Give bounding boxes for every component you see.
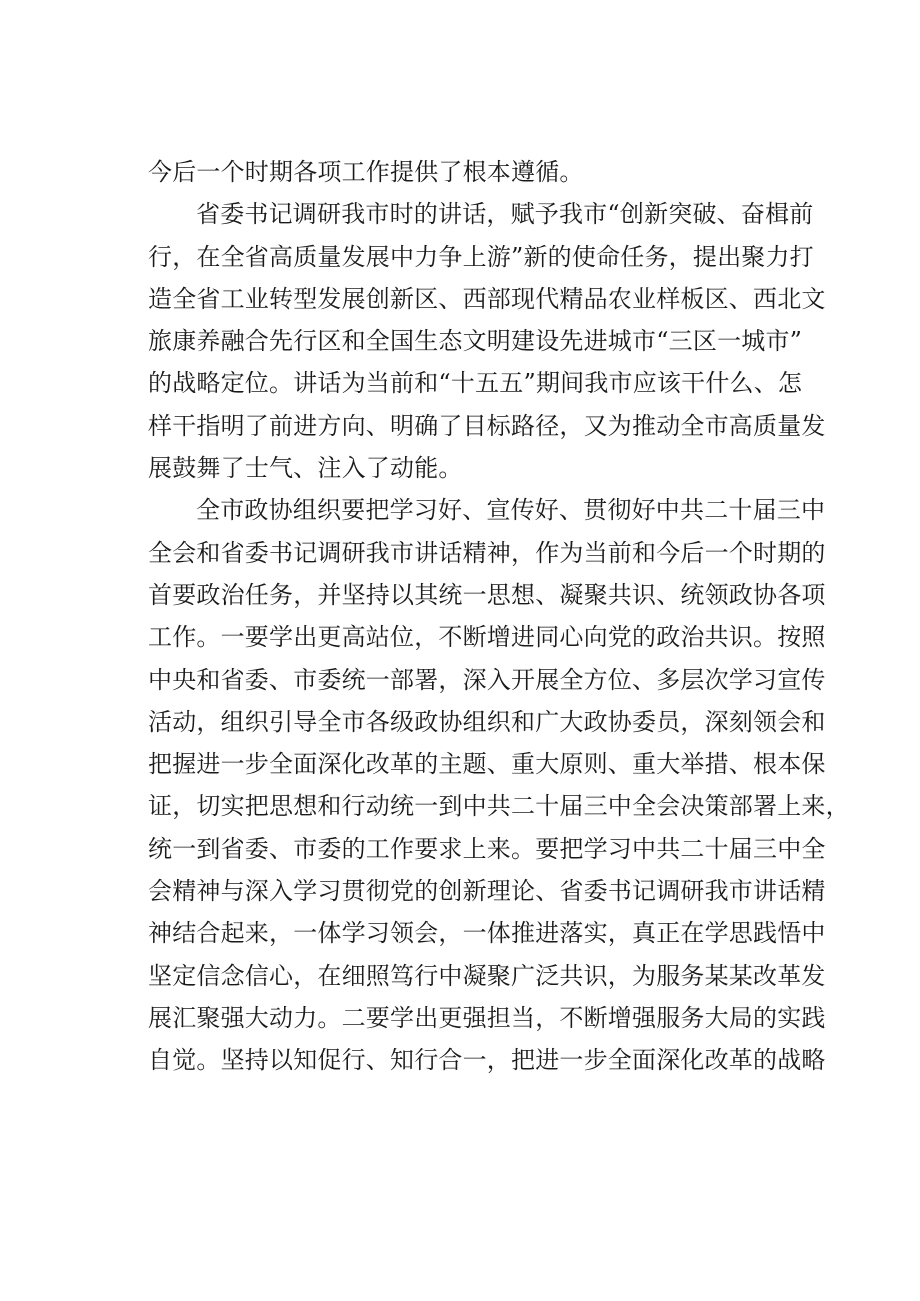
text-line: 活动，组织引导全市各级政协组织和广大政协委员，深刻领会和	[148, 707, 826, 736]
paragraph-start-line: 省委书记调研我市时的讲话，赋予我市“创新突破、奋楫前	[196, 200, 814, 229]
text-line: 造全省工业转型发展创新区、西部现代精品农业样板区、西北文	[148, 284, 826, 313]
text-line: 展汇聚强大动力。二要学出更强担当，不断增强服务大局的实践	[148, 1003, 826, 1032]
text-line: 把握进一步全面深化改革的主题、重大原则、重大举措、根本保	[148, 750, 826, 779]
text-line: 旅康养融合先行区和全国生态文明建设先进城市“三区一城市”	[148, 327, 803, 356]
text-line: 的战略定位。讲话为当前和“十五五”期间我市应该干什么、怎	[148, 369, 803, 398]
text-line: 全会和省委书记调研我市讲话精神，作为当前和今后一个时期的	[148, 538, 826, 567]
text-line: 中央和省委、市委统一部署，深入开展全方位、多层次学习宣传	[148, 665, 826, 694]
paragraph-start-line: 全市政协组织要把学习好、宣传好、贯彻好中共二十届三中	[196, 496, 826, 525]
text-line: 坚定信念信心，在细照笃行中凝聚广泛共识，为服务某某改革发	[148, 961, 826, 990]
text-line: 统一到省委、市委的工作要求上来。要把学习中共二十届三中全	[148, 834, 826, 863]
text-line: 行，在全省高质量发展中力争上游”新的使命任务，提出聚力打	[148, 242, 814, 271]
text-line: 今后一个时期各项工作提供了根本遵循。	[148, 158, 584, 186]
text-line: 工作。一要学出更高站位，不断增进同心向党的政治共识。按照	[148, 623, 826, 652]
text-line: 证，切实把思想和行动统一到中共二十届三中全会决策部署上来，	[148, 792, 850, 821]
text-line: 样干指明了前进方向、明确了目标路径，又为推动全市高质量发	[148, 411, 826, 440]
text-line: 展鼓舞了士气、注入了动能。	[148, 454, 463, 483]
text-line: 会精神与深入学习贯彻党的创新理论、省委书记调研我市讲话精	[148, 877, 826, 906]
text-line: 神结合起来，一体学习领会，一体推进落实，真正在学思践悟中	[148, 919, 826, 948]
body-text	[148, 151, 850, 1082]
text-line: 首要政治任务，并坚持以其统一思想、凝聚共识、统领政协各项	[148, 580, 826, 609]
text-line: 自觉。坚持以知促行、知行合一，把进一步全面深化改革的战略	[148, 1046, 826, 1075]
